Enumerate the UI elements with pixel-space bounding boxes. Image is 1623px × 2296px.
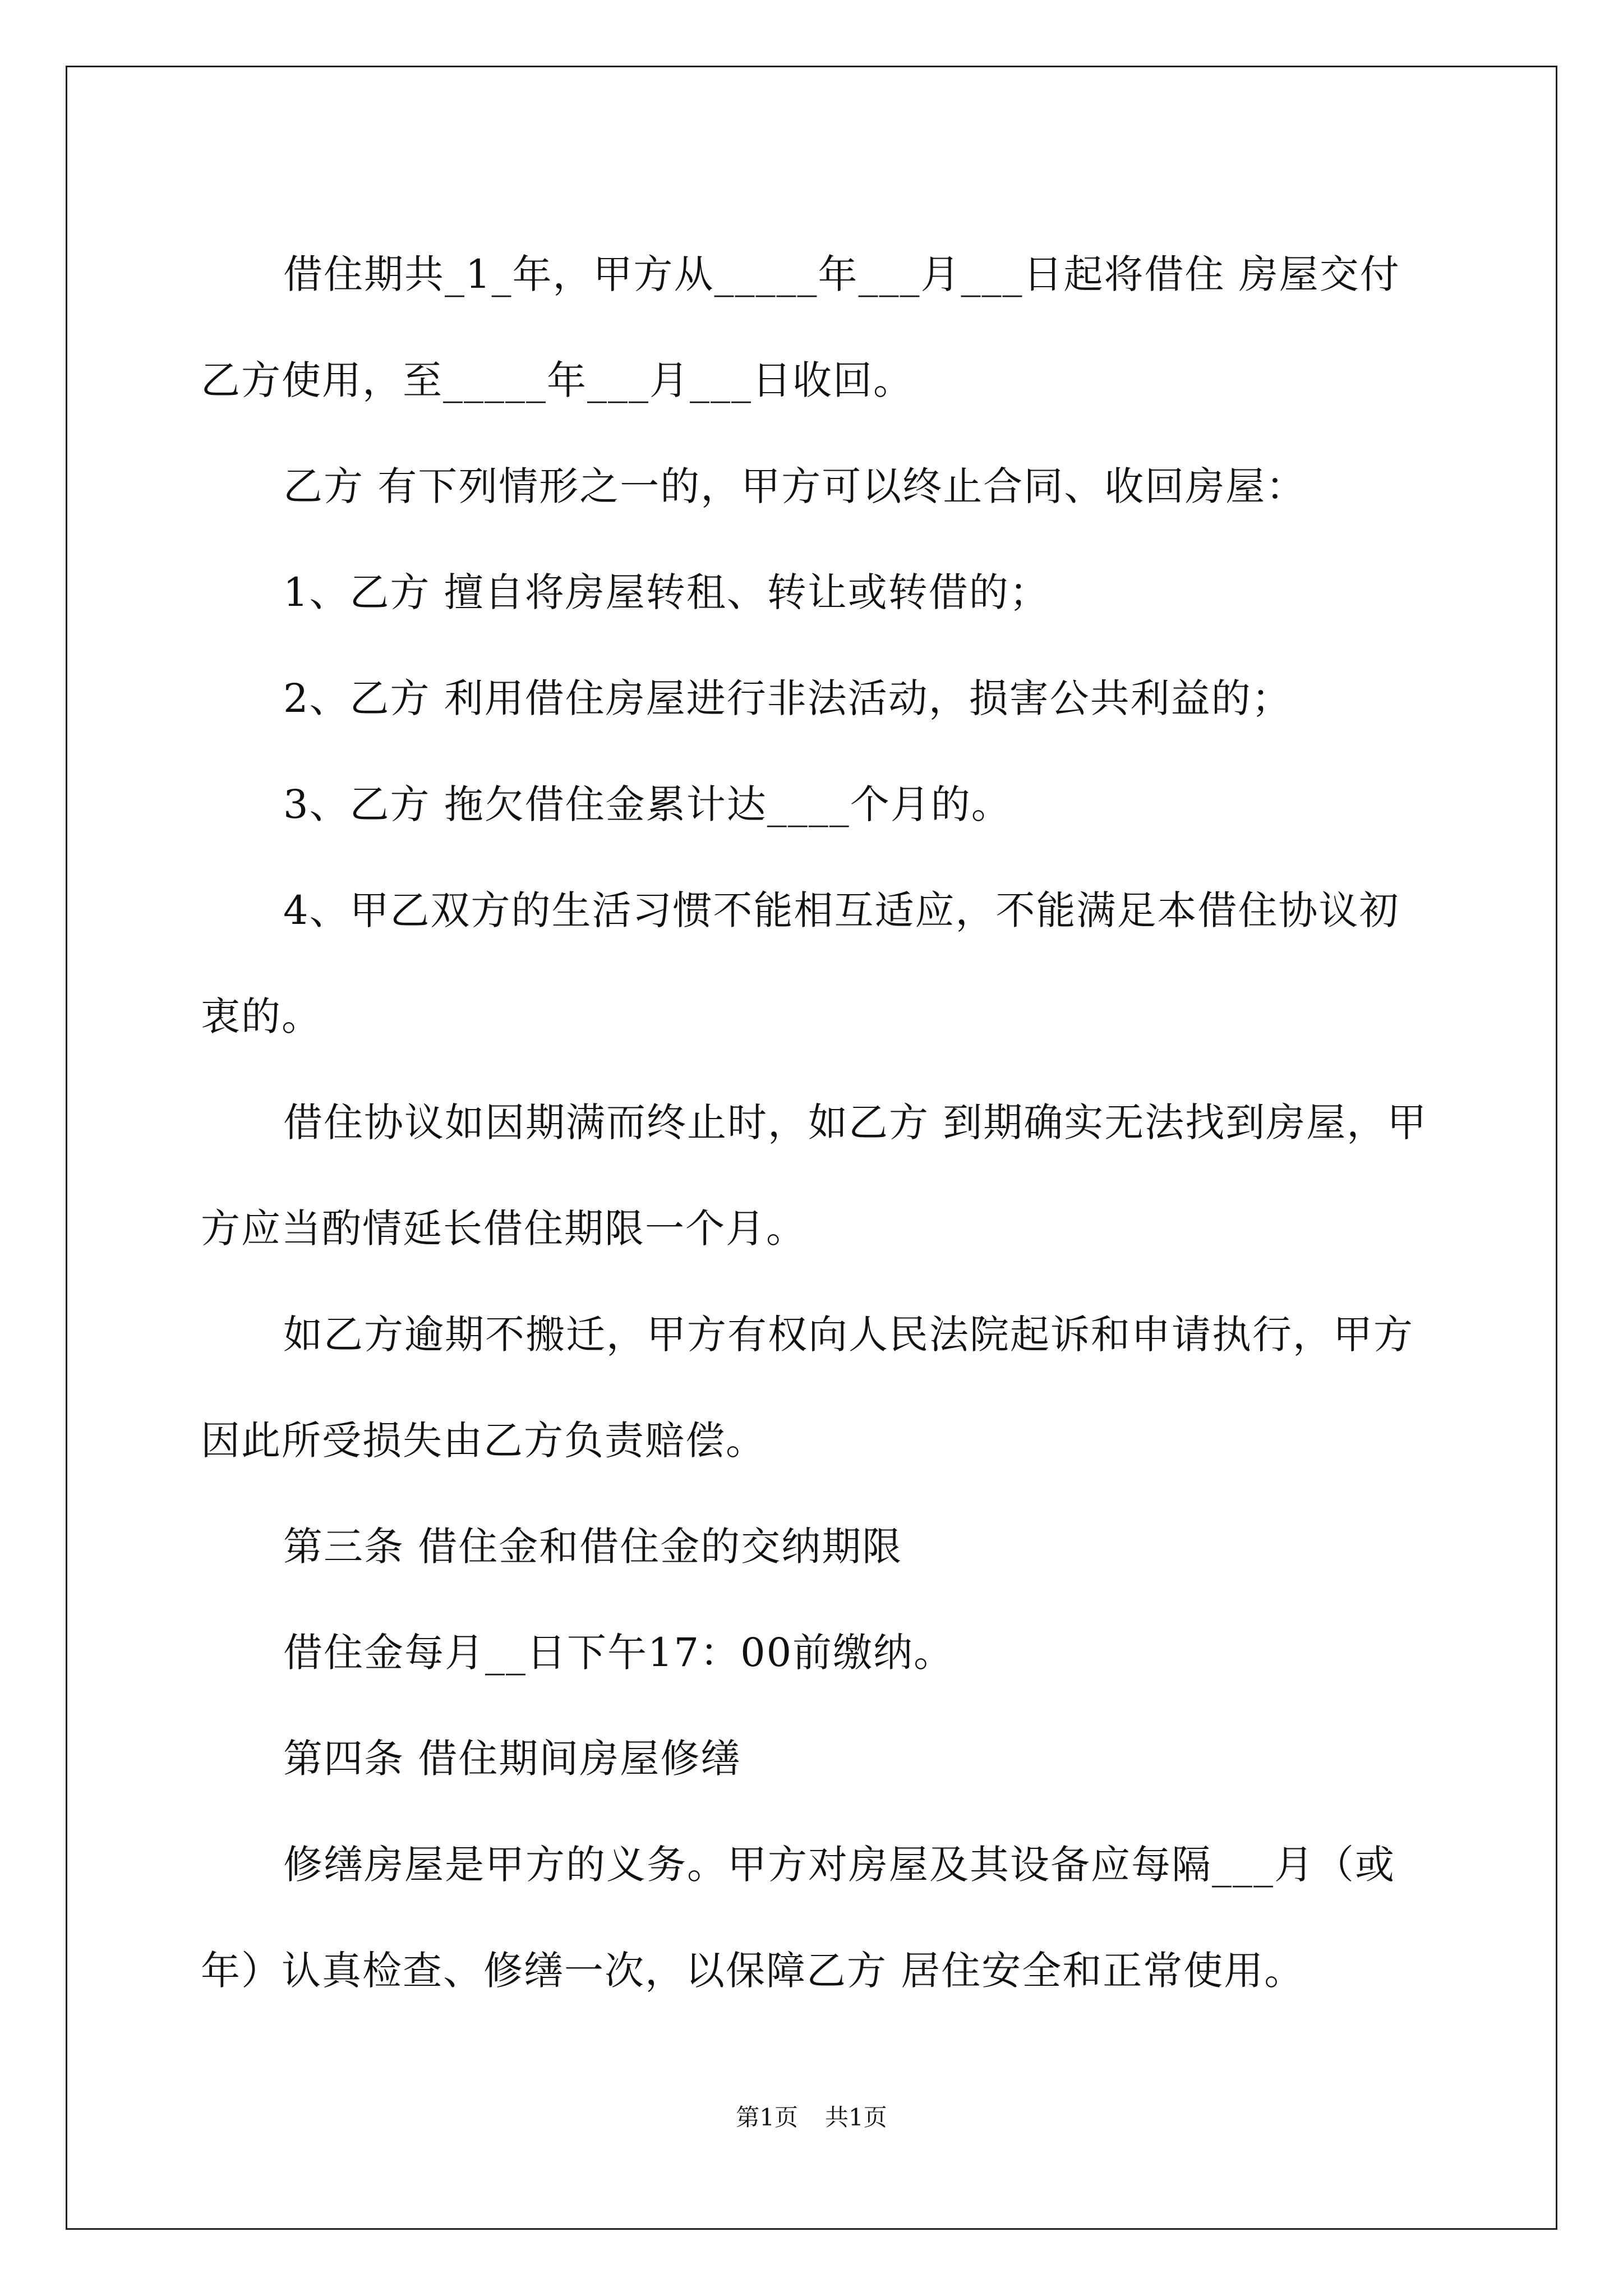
- paragraph-termination-conditions: 乙方 有下列情形之一的，甲方可以终止合同、收回房屋：: [283, 463, 1307, 509]
- paragraph-term: 借住期共_1_年，甲方从_____年___月___日起将借住 房屋交付乙方使用，至_____年___月___日收回。: [201, 251, 1400, 403]
- paragraph-condition-4: 4、甲乙双方的生活习惯不能相互适应，不能满足本借住协议初衷的。: [201, 887, 1400, 1039]
- page-footer: [0, 2101, 1623, 2134]
- document-body: [201, 222, 1435, 2024]
- paragraph-repair: 修缮房屋是甲方的义务。甲方对房屋及其设备应每隔___月（或年）认真检查、修缮一次，以保障乙方 居住安全和正常使用。: [201, 1842, 1395, 1994]
- paragraph-condition-1: 1、乙方 擅自将房屋转租、转让或转借的；: [283, 569, 1050, 615]
- paragraph-extension: 借住协议如因期满而终止时，如乙方 到期确实无法找到房屋，甲方应当酌情延长借住期限一个月。: [201, 1099, 1428, 1251]
- heading-article-4: 第四条 借住期间房屋修缮: [283, 1736, 741, 1782]
- paragraph-payment-deadline: 借住金每月__日下午17：00前缴纳。: [283, 1630, 955, 1676]
- paragraph-overdue: 如乙方逾期不搬迁，甲方有权向人民法院起诉和申请执行，甲方因此所受损失由乙方负责赔偿。: [201, 1312, 1414, 1464]
- page-number: 第1页: [736, 2104, 798, 2131]
- heading-article-3: 第三条 借住金和借住金的交纳期限: [283, 1524, 903, 1570]
- paragraph-condition-2: 2、乙方 利用借住房屋进行非法活动，损害公共利益的；: [283, 675, 1292, 721]
- paragraph-condition-3: 3、乙方 拖欠借住金累计达____个月的。: [283, 781, 1012, 827]
- page-total: 共1页: [825, 2104, 887, 2131]
